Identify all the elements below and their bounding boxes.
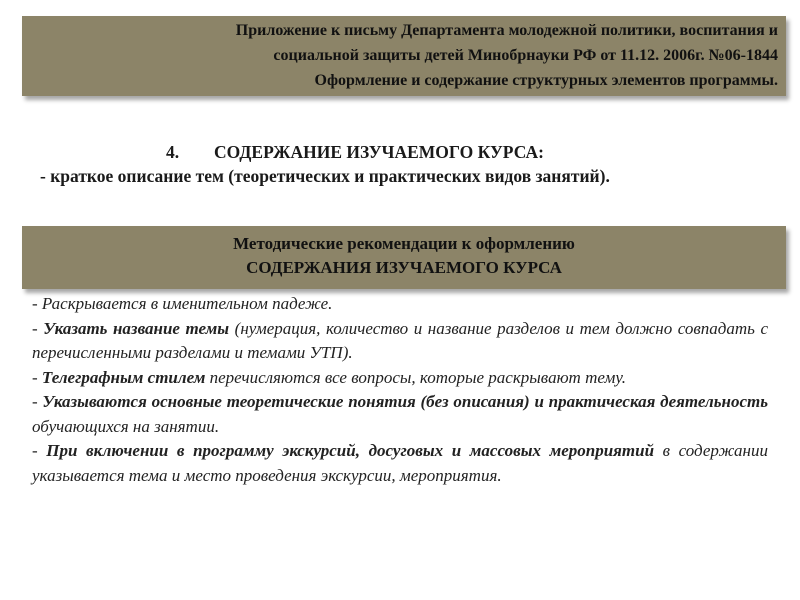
list-item	[32, 292, 768, 317]
header-line-2: социальной защиты детей Минобрнауки РФ от 11.12. 2006г. №06-1844	[273, 47, 778, 64]
list-item-text: Раскрывается в именительном падеже.	[41, 294, 333, 313]
list-item-text: в содержании указывается тема и место проведения экскурсии, мероприятия.	[32, 441, 768, 485]
list-item-dash: -	[32, 318, 44, 338]
list-item-dash: -	[32, 367, 42, 387]
list-item-dash: -	[32, 392, 43, 411]
section-title-line	[166, 140, 544, 164]
list-item-bold: Указать название темы	[43, 318, 230, 338]
list-item	[32, 366, 768, 391]
header-banner	[22, 16, 786, 96]
list-item-bold: Указываются основные теоретические понятия (без описания) и практическая деятельность	[42, 392, 768, 411]
list-item-bold: При включении в программу экскурсий, досуговых и массовых мероприятий	[46, 441, 655, 460]
recommendations-banner	[22, 226, 786, 289]
recommendations-list	[32, 292, 768, 488]
header-line-3: Оформление и содержание структурных элементов программы.	[314, 72, 778, 89]
section-title: СОДЕРЖАНИЕ ИЗУЧАЕМОГО КУРСА:	[214, 142, 544, 162]
list-item-dash: -	[32, 441, 47, 460]
section-number: 4.	[166, 142, 180, 162]
header-line-1: Приложение к письму Департамента молодежной политики, воспитания и	[235, 22, 778, 39]
section-subtitle: - краткое описание тем (теоретических и практических видов занятий).	[40, 166, 610, 186]
recommendations-title-line-1: Методические рекомендации к оформлению	[233, 234, 575, 253]
list-item	[32, 390, 768, 439]
list-item-text: перечисляются все вопросы, которые раскрывают тему.	[205, 367, 627, 387]
list-item-bold: Телеграфным стилем	[41, 367, 206, 387]
list-item-text: обучающихся на занятии.	[32, 416, 220, 436]
list-item-dash: -	[32, 294, 42, 313]
list-item	[32, 439, 768, 488]
recommendations-title-line-2: СОДЕРЖАНИЯ ИЗУЧАЕМОГО КУРСА	[246, 258, 562, 277]
list-item	[32, 317, 768, 366]
list-item-text: (нумерация, количество и название разделов и тем должно совпадать с перечисленными разделами и темами УТП).	[32, 318, 768, 362]
